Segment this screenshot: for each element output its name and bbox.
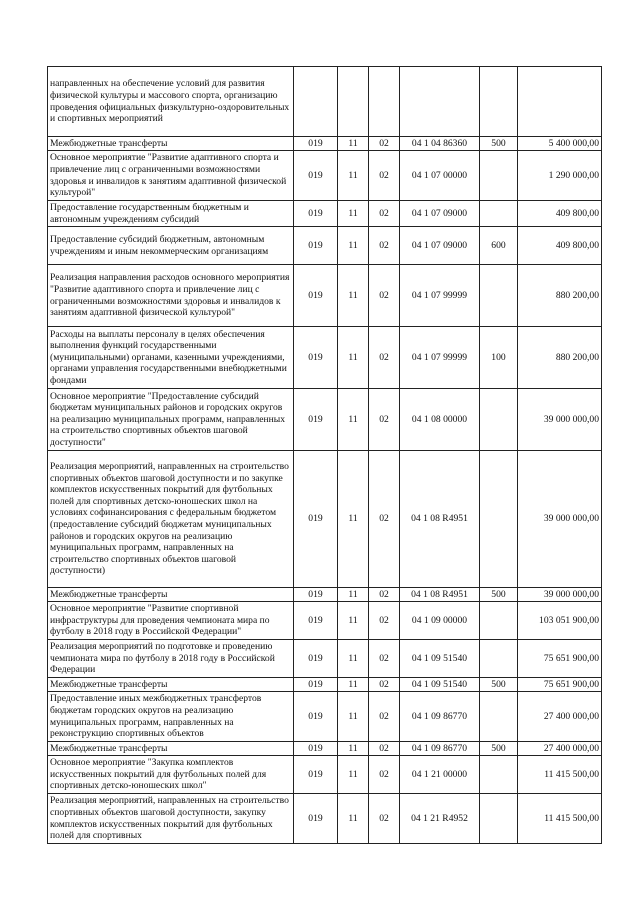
row-name: Реализация мероприятий, направленных на строительство спортивных объектов шаговой доступности и по закупке комплектов искусственных покрытий для футбольных полей для спортивных детско-юношеских школ на условиях софинансирования с федеральным бюджетом (предоставление субсидий бюджетам муниципальных районов и городских округов на реализацию муниципальных программ, направленных на строительство спортивных объектов шаговой доступности) <box>48 451 294 588</box>
table-row <box>48 602 602 640</box>
row-pr: 02 <box>369 602 400 640</box>
row-ved: 019 <box>294 451 338 588</box>
row-csr: 04 1 07 09000 <box>400 201 480 227</box>
table-row <box>48 451 602 588</box>
row-vr: 600 <box>480 227 518 265</box>
row-vr: 500 <box>480 137 518 151</box>
table-row <box>48 588 602 602</box>
row-pr: 02 <box>369 588 400 602</box>
row-name: Реализация мероприятий, направленных на строительство спортивных объектов шаговой доступности, закупку комплектов искусственных покрытий для футбольных полей для спортивных <box>48 794 294 844</box>
row-csr: 04 1 04 86360 <box>400 137 480 151</box>
table-row <box>48 756 602 794</box>
row-rz: 11 <box>338 756 369 794</box>
row-name: Межбюджетные трансферты <box>48 137 294 151</box>
row-pr: 02 <box>369 227 400 265</box>
table-row <box>48 678 602 692</box>
row-csr: 04 1 09 86770 <box>400 692 480 742</box>
row-vr: 100 <box>480 327 518 389</box>
row-ved: 019 <box>294 151 338 201</box>
row-name: направленных на обеспечение условий для развития физической культуры и массового спорта, организацию проведения официальных физкультурно-оздоровительных и спортивных мероприятий <box>48 67 294 137</box>
row-vr: 500 <box>480 588 518 602</box>
row-rz <box>338 67 369 137</box>
row-rz: 11 <box>338 327 369 389</box>
row-sum: 11 415 500,00 <box>518 756 602 794</box>
row-ved: 019 <box>294 742 338 756</box>
row-csr: 04 1 07 09000 <box>400 227 480 265</box>
row-ved: 019 <box>294 265 338 327</box>
row-rz: 11 <box>338 692 369 742</box>
row-pr: 02 <box>369 692 400 742</box>
row-rz: 11 <box>338 451 369 588</box>
row-vr: 500 <box>480 742 518 756</box>
row-pr: 02 <box>369 756 400 794</box>
row-ved: 019 <box>294 602 338 640</box>
table-row <box>48 389 602 451</box>
row-sum <box>518 67 602 137</box>
row-rz: 11 <box>338 602 369 640</box>
row-sum: 75 651 900,00 <box>518 640 602 678</box>
row-pr: 02 <box>369 201 400 227</box>
row-pr: 02 <box>369 327 400 389</box>
row-pr: 02 <box>369 678 400 692</box>
row-name: Межбюджетные трансферты <box>48 742 294 756</box>
row-name: Межбюджетные трансферты <box>48 588 294 602</box>
row-csr: 04 1 08 R4951 <box>400 588 480 602</box>
row-name: Основное мероприятие "Развитие адаптивного спорта и привлечение лиц с ограниченными возможностями здоровья и инвалидов к занятиям адаптивной физической культурой" <box>48 151 294 201</box>
row-name: Реализация направления расходов основного мероприятия "Развитие адаптивного спорта и привлечение лиц с ограниченными возможностями здоровья и инвалидов к занятиям адаптивной физической культурой" <box>48 265 294 327</box>
row-pr: 02 <box>369 451 400 588</box>
row-vr <box>480 451 518 588</box>
row-vr <box>480 265 518 327</box>
row-rz: 11 <box>338 640 369 678</box>
row-vr <box>480 692 518 742</box>
row-sum: 880 200,00 <box>518 265 602 327</box>
row-vr <box>480 602 518 640</box>
table-row <box>48 137 602 151</box>
row-name: Реализация мероприятий по подготовке и проведению чемпионата мира по футболу в 2018 году в Российской Федерации <box>48 640 294 678</box>
row-ved: 019 <box>294 678 338 692</box>
row-ved: 019 <box>294 227 338 265</box>
row-ved: 019 <box>294 640 338 678</box>
table-row <box>48 794 602 844</box>
row-ved: 019 <box>294 756 338 794</box>
row-sum: 27 400 000,00 <box>518 692 602 742</box>
row-vr <box>480 640 518 678</box>
row-vr <box>480 201 518 227</box>
row-csr: 04 1 07 99999 <box>400 265 480 327</box>
table-row <box>48 640 602 678</box>
row-csr: 04 1 08 00000 <box>400 389 480 451</box>
row-ved: 019 <box>294 201 338 227</box>
row-rz: 11 <box>338 265 369 327</box>
row-vr <box>480 151 518 201</box>
row-name: Предоставление государственным бюджетным и автономным учреждениям субсидий <box>48 201 294 227</box>
row-csr: 04 1 09 51540 <box>400 640 480 678</box>
table-row <box>48 327 602 389</box>
row-pr: 02 <box>369 742 400 756</box>
row-pr: 02 <box>369 137 400 151</box>
row-vr <box>480 67 518 137</box>
table-row <box>48 227 602 265</box>
row-name: Расходы на выплаты персоналу в целях обеспечения выполнения функций государственными (муниципальными) органами, казенными учреждениями, органами управления государственными внебюджетными фондами <box>48 327 294 389</box>
row-rz: 11 <box>338 201 369 227</box>
row-pr: 02 <box>369 794 400 844</box>
row-ved <box>294 67 338 137</box>
row-sum: 11 415 500,00 <box>518 794 602 844</box>
row-name: Основное мероприятие "Развитие спортивной инфраструктуры для проведения чемпионата мира по футболу в 2018 году в Российской Федерации" <box>48 602 294 640</box>
row-ved: 019 <box>294 794 338 844</box>
row-sum: 39 000 000,00 <box>518 451 602 588</box>
row-name: Предоставление субсидий бюджетным, автономным учреждениям и иным некоммерческим организациям <box>48 227 294 265</box>
row-sum: 39 000 000,00 <box>518 588 602 602</box>
row-ved: 019 <box>294 137 338 151</box>
row-ved: 019 <box>294 588 338 602</box>
row-sum: 880 200,00 <box>518 327 602 389</box>
row-sum: 409 800,00 <box>518 201 602 227</box>
row-rz: 11 <box>338 389 369 451</box>
row-ved: 019 <box>294 389 338 451</box>
row-sum: 409 800,00 <box>518 227 602 265</box>
row-sum: 103 051 900,00 <box>518 602 602 640</box>
budget-table-body <box>48 67 602 844</box>
row-pr: 02 <box>369 640 400 678</box>
table-row <box>48 742 602 756</box>
row-rz: 11 <box>338 588 369 602</box>
row-csr: 04 1 07 99999 <box>400 327 480 389</box>
row-sum: 27 400 000,00 <box>518 742 602 756</box>
row-sum: 1 290 000,00 <box>518 151 602 201</box>
row-vr: 500 <box>480 678 518 692</box>
row-vr <box>480 756 518 794</box>
row-csr <box>400 67 480 137</box>
row-rz: 11 <box>338 151 369 201</box>
row-sum: 75 651 900,00 <box>518 678 602 692</box>
row-pr: 02 <box>369 389 400 451</box>
row-rz: 11 <box>338 742 369 756</box>
row-vr <box>480 389 518 451</box>
row-sum: 5 400 000,00 <box>518 137 602 151</box>
row-sum: 39 000 000,00 <box>518 389 602 451</box>
row-csr: 04 1 21 R4952 <box>400 794 480 844</box>
row-csr: 04 1 09 51540 <box>400 678 480 692</box>
row-name: Межбюджетные трансферты <box>48 678 294 692</box>
table-row <box>48 692 602 742</box>
table-row <box>48 67 602 137</box>
row-rz: 11 <box>338 678 369 692</box>
row-rz: 11 <box>338 137 369 151</box>
row-csr: 04 1 08 R4951 <box>400 451 480 588</box>
row-name: Предоставление иных межбюджетных трансфертов бюджетам городских округов на реализацию муниципальных программ, направленных на реконструкцию спортивных объектов <box>48 692 294 742</box>
row-pr: 02 <box>369 151 400 201</box>
row-rz: 11 <box>338 227 369 265</box>
budget-table <box>47 66 602 844</box>
row-name: Основное мероприятие "Предоставление субсидий бюджетам муниципальных районов и городских округов на реализацию муниципальных программ, направленных на строительство спортивных объектов шаговой доступности" <box>48 389 294 451</box>
row-ved: 019 <box>294 327 338 389</box>
table-row <box>48 265 602 327</box>
row-name: Основное мероприятие "Закупка комплектов искусственных покрытий для футбольных полей для спортивных детско-юношеских школ" <box>48 756 294 794</box>
row-pr: 02 <box>369 265 400 327</box>
row-pr <box>369 67 400 137</box>
row-vr <box>480 794 518 844</box>
row-csr: 04 1 07 00000 <box>400 151 480 201</box>
row-csr: 04 1 21 00000 <box>400 756 480 794</box>
table-row <box>48 201 602 227</box>
row-csr: 04 1 09 00000 <box>400 602 480 640</box>
row-ved: 019 <box>294 692 338 742</box>
row-rz: 11 <box>338 794 369 844</box>
table-row <box>48 151 602 201</box>
row-csr: 04 1 09 86770 <box>400 742 480 756</box>
